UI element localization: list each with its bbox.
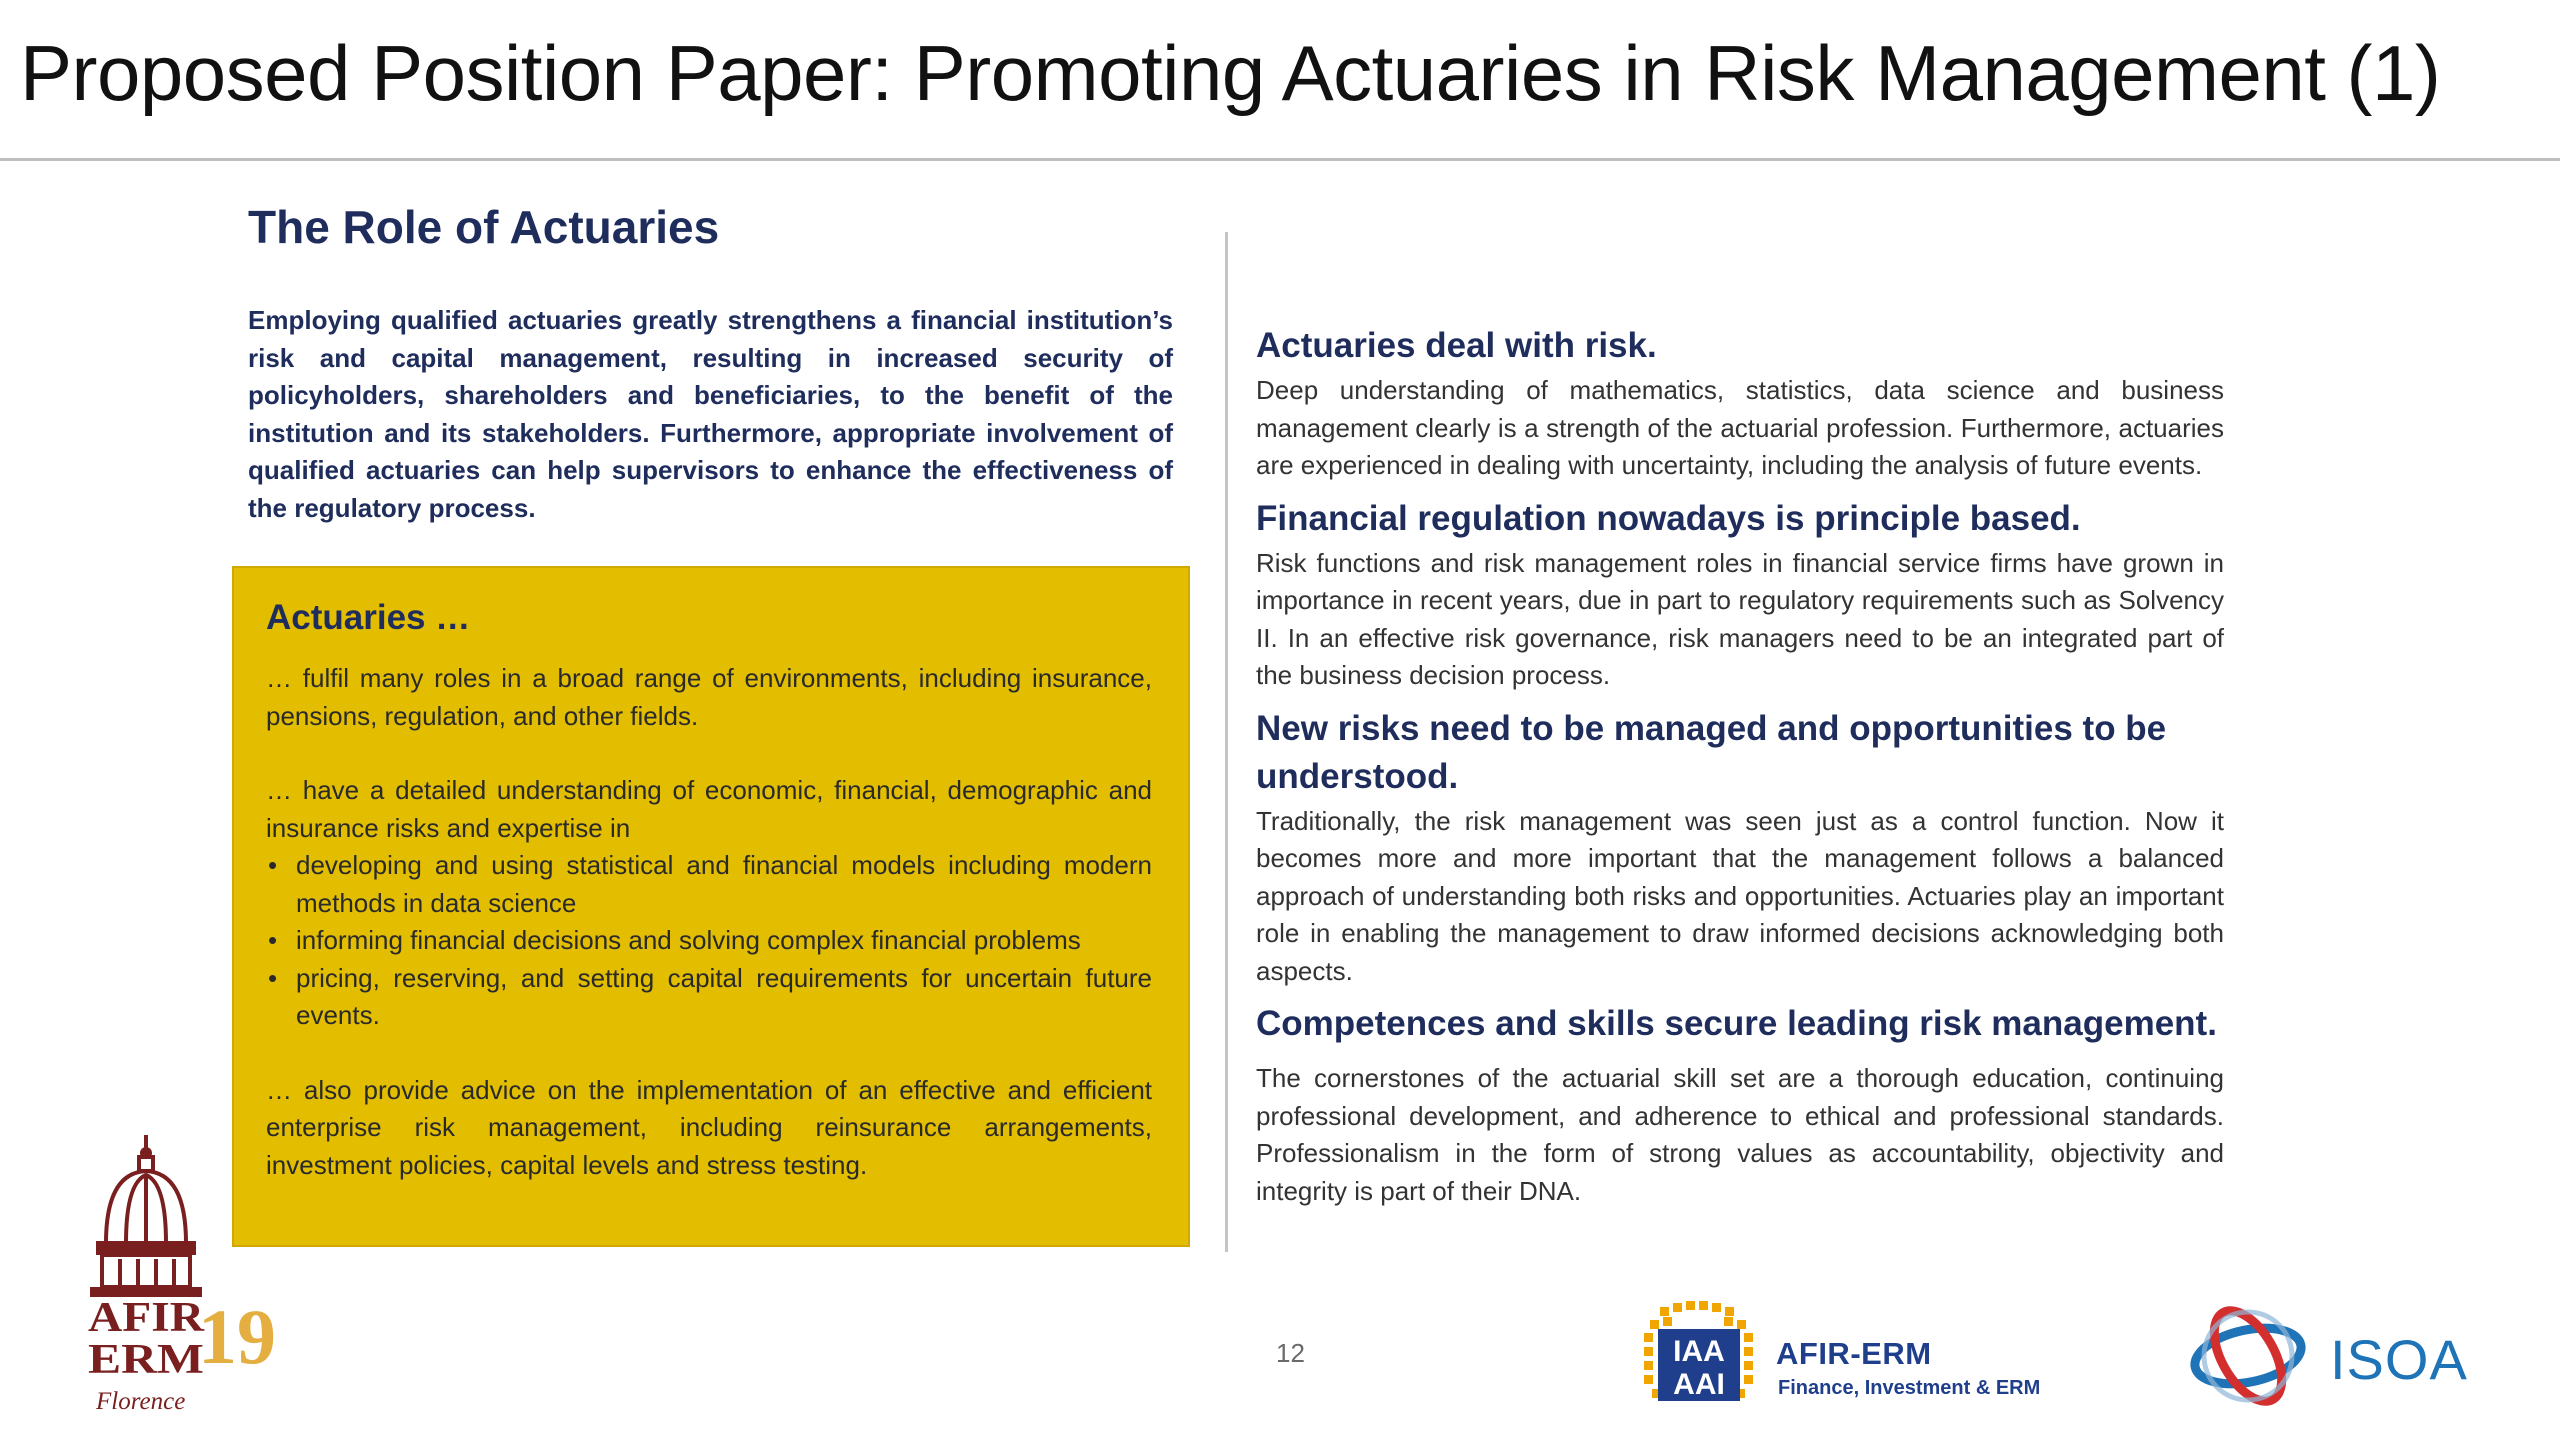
slide-title: Proposed Position Paper: Promoting Actuaries in Risk Management (1) <box>20 29 2441 117</box>
key-point-heading: New risks need to be managed and opportunities to be understood. <box>1256 708 2167 796</box>
role-section <box>248 200 1173 527</box>
column-divider <box>1225 232 1228 1252</box>
afir-line-2: ERM <box>88 1337 204 1383</box>
iaa-line-2: AAI <box>1673 1368 1725 1401</box>
globe-icon <box>1640 1295 1758 1413</box>
title-divider <box>0 158 2560 161</box>
iaa-section-subtitle: Finance, Investment & ERM <box>1778 1377 2041 1399</box>
interlocking-rings-icon <box>2186 1300 2311 1412</box>
key-point-text: Deep understanding of mathematics, statistics, data science and business management clearly is a strength of the actuarial profession. Furthermore, actuaries are experienced in dealing with uncertainty, including the analysis of future events. <box>1256 375 2224 480</box>
key-point-heading: Financial regulation nowadays is principle based. <box>1256 498 2081 538</box>
iaa-section-name: AFIR-ERM <box>1776 1336 1932 1371</box>
key-point-regulation <box>1256 495 2224 695</box>
afir-year: 19 <box>198 1293 276 1380</box>
dome-icon <box>92 1135 200 1295</box>
expertise-list <box>266 847 1152 1035</box>
callout-paragraph-expertise: … have a detailed understanding of economic, financial, demographic and insurance risks and expertise in <box>266 775 1152 843</box>
key-point-new-risks <box>1256 705 2224 991</box>
key-point-text: Traditionally, the risk management was seen just as a control function. Now it becomes more and more important that the management follows a balanced approach of understanding both risks and opportunities. Actuaries play an important role in enabling the management to draw informed decisions acknowledging both aspects. <box>1256 805 2224 986</box>
key-point-risk <box>1256 322 2224 485</box>
page-number: 12 <box>1276 1338 1305 1368</box>
key-point-competences <box>1256 1000 2224 1210</box>
role-intro-text: Employing qualified actuaries greatly strengthens a financial institution’s risk and capital management, resulting in increased security of policyholders, shareholders and beneficiaries, to the benefit of the institution and its stakeholders. Furthermore, appropriate involvement of qualified actuaries can help supervisors to enhance the effectiveness of the regulatory process. <box>248 305 1173 523</box>
afir-erm-19-logo <box>86 1135 301 1420</box>
callout-paragraph-advice: … also provide advice on the implementation of an effective and efficient enterprise risk management, including reinsurance arrangements, investment policies, capital levels and stress testing. <box>266 1074 1152 1180</box>
actuaries-callout-box <box>232 566 1190 1247</box>
callout-heading: Actuaries … <box>266 598 471 637</box>
callout-paragraph-roles: … fulfil many roles in a broad range of environments, including insurance, pensions, regulation, and other fields. <box>266 663 1152 731</box>
list-item: • developing and using statistical and financial models including modern methods in data science <box>266 847 1152 922</box>
key-point-heading: Competences and skills secure leading risk management. <box>1256 1004 2217 1043</box>
key-points-section <box>1256 322 2224 1220</box>
key-point-text: Risk functions and risk management roles in financial service firms have grown in importance in recent years, due in part to regulatory requirements such as Solvency II. In an effective risk governance, risk managers need to be an integrated part of the business decision process. <box>1256 547 2224 690</box>
key-point-heading: Actuaries deal with risk. <box>1256 326 1657 365</box>
key-point-text: The cornerstones of the actuarial skill set are a thorough education, continuing professional development, and adherence to ethical and professional standards. Professionalism in the form of strong values as accountability, objectivity and integrity is part of their DNA. <box>1256 1063 2224 1206</box>
isoa-logo-text: ISOA <box>2330 1328 2468 1391</box>
list-item: • informing financial decisions and solving complex financial problems <box>266 922 1152 960</box>
list-item: • pricing, reserving, and setting capital requirements for uncertain future events. <box>266 960 1152 1035</box>
role-heading: The Role of Actuaries <box>248 201 720 253</box>
afir-line-1: AFIR <box>88 1295 205 1341</box>
iaa-line-1: IAA <box>1673 1335 1725 1368</box>
afir-city: Florence <box>96 1388 186 1415</box>
